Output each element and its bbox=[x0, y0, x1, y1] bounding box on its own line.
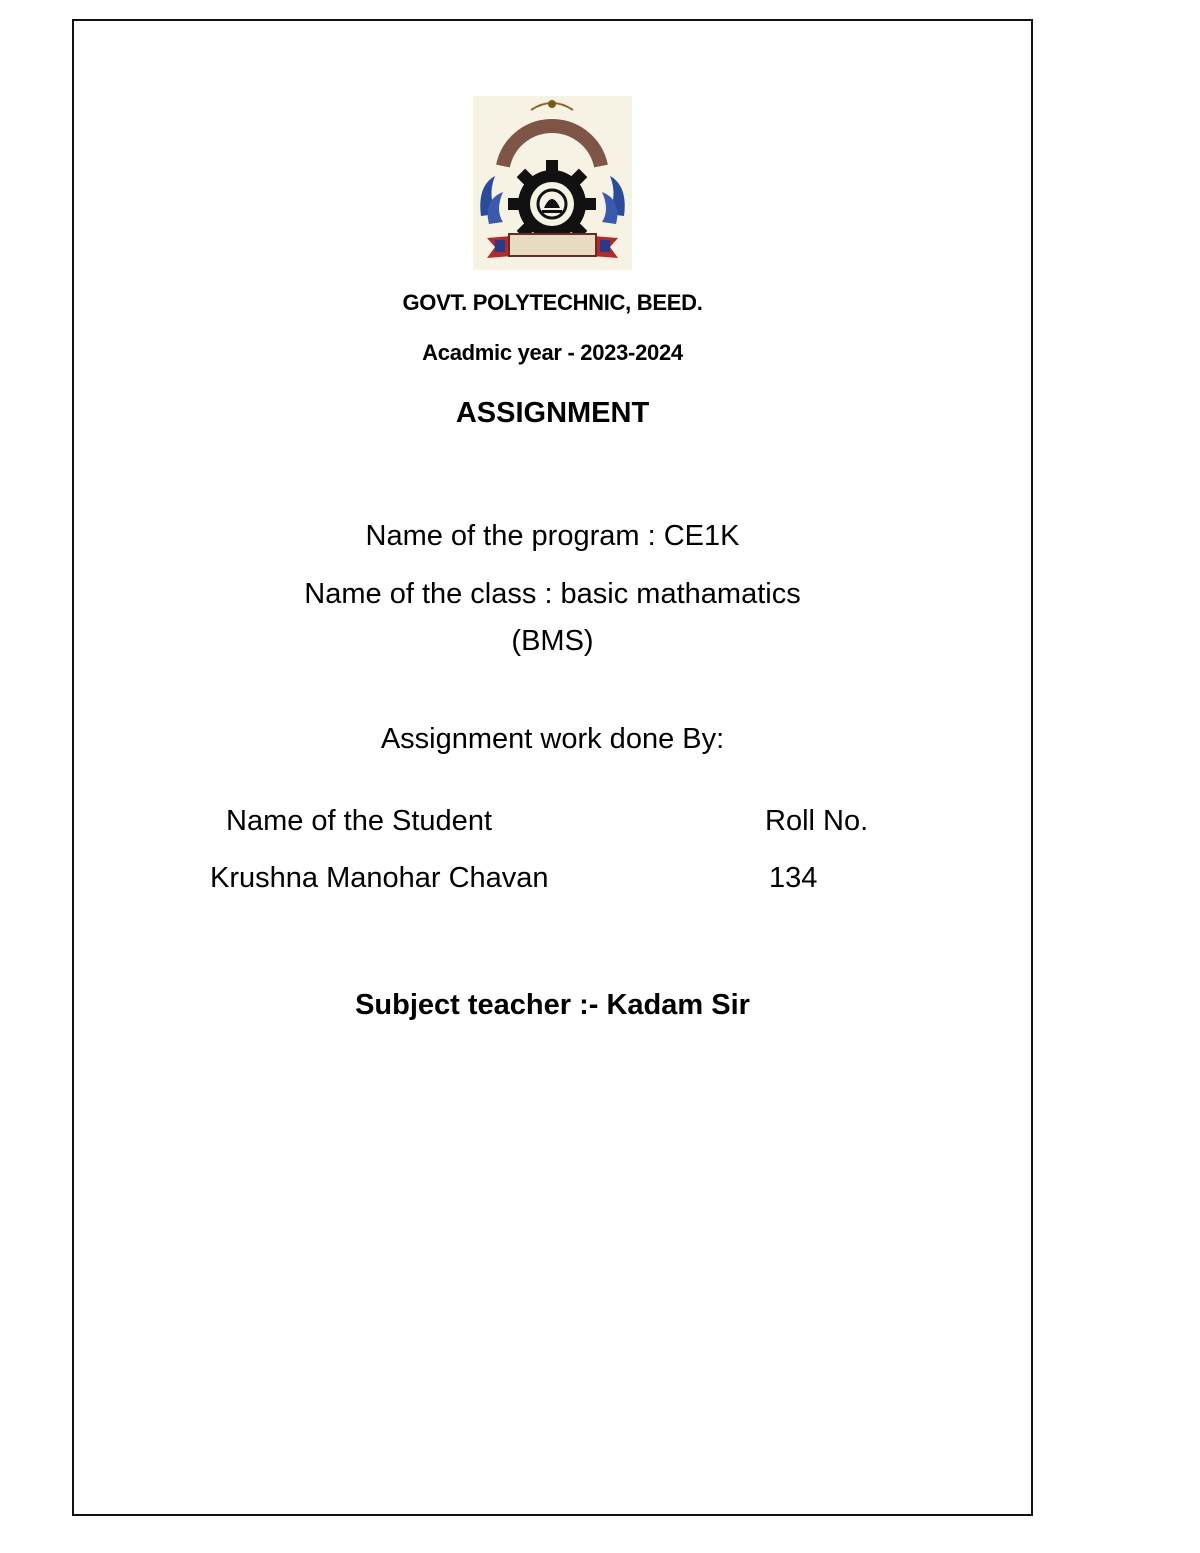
roll-no-cell: 134 bbox=[769, 862, 818, 894]
work-done-by-label: Assignment work done By: bbox=[380, 723, 725, 755]
document-title: ASSIGNMENT bbox=[455, 397, 650, 429]
class-name: Name of the class : basic mathamatics bbox=[304, 578, 801, 610]
academic-year: Acadmic year - 2023-2024 bbox=[422, 340, 683, 365]
roll-no-header: Roll No. bbox=[765, 805, 869, 837]
college-emblem-logo bbox=[473, 96, 632, 270]
subject-teacher: Subject teacher :- Kadam Sir bbox=[355, 989, 750, 1021]
program-name: Name of the program : CE1K bbox=[365, 520, 740, 552]
institution-name: GOVT. POLYTECHNIC, BEED. bbox=[402, 290, 703, 315]
student-name-cell: Krushna Manohar Chavan bbox=[210, 862, 549, 894]
class-code: (BMS) bbox=[511, 625, 594, 657]
student-name-header: Name of the Student bbox=[226, 805, 492, 837]
